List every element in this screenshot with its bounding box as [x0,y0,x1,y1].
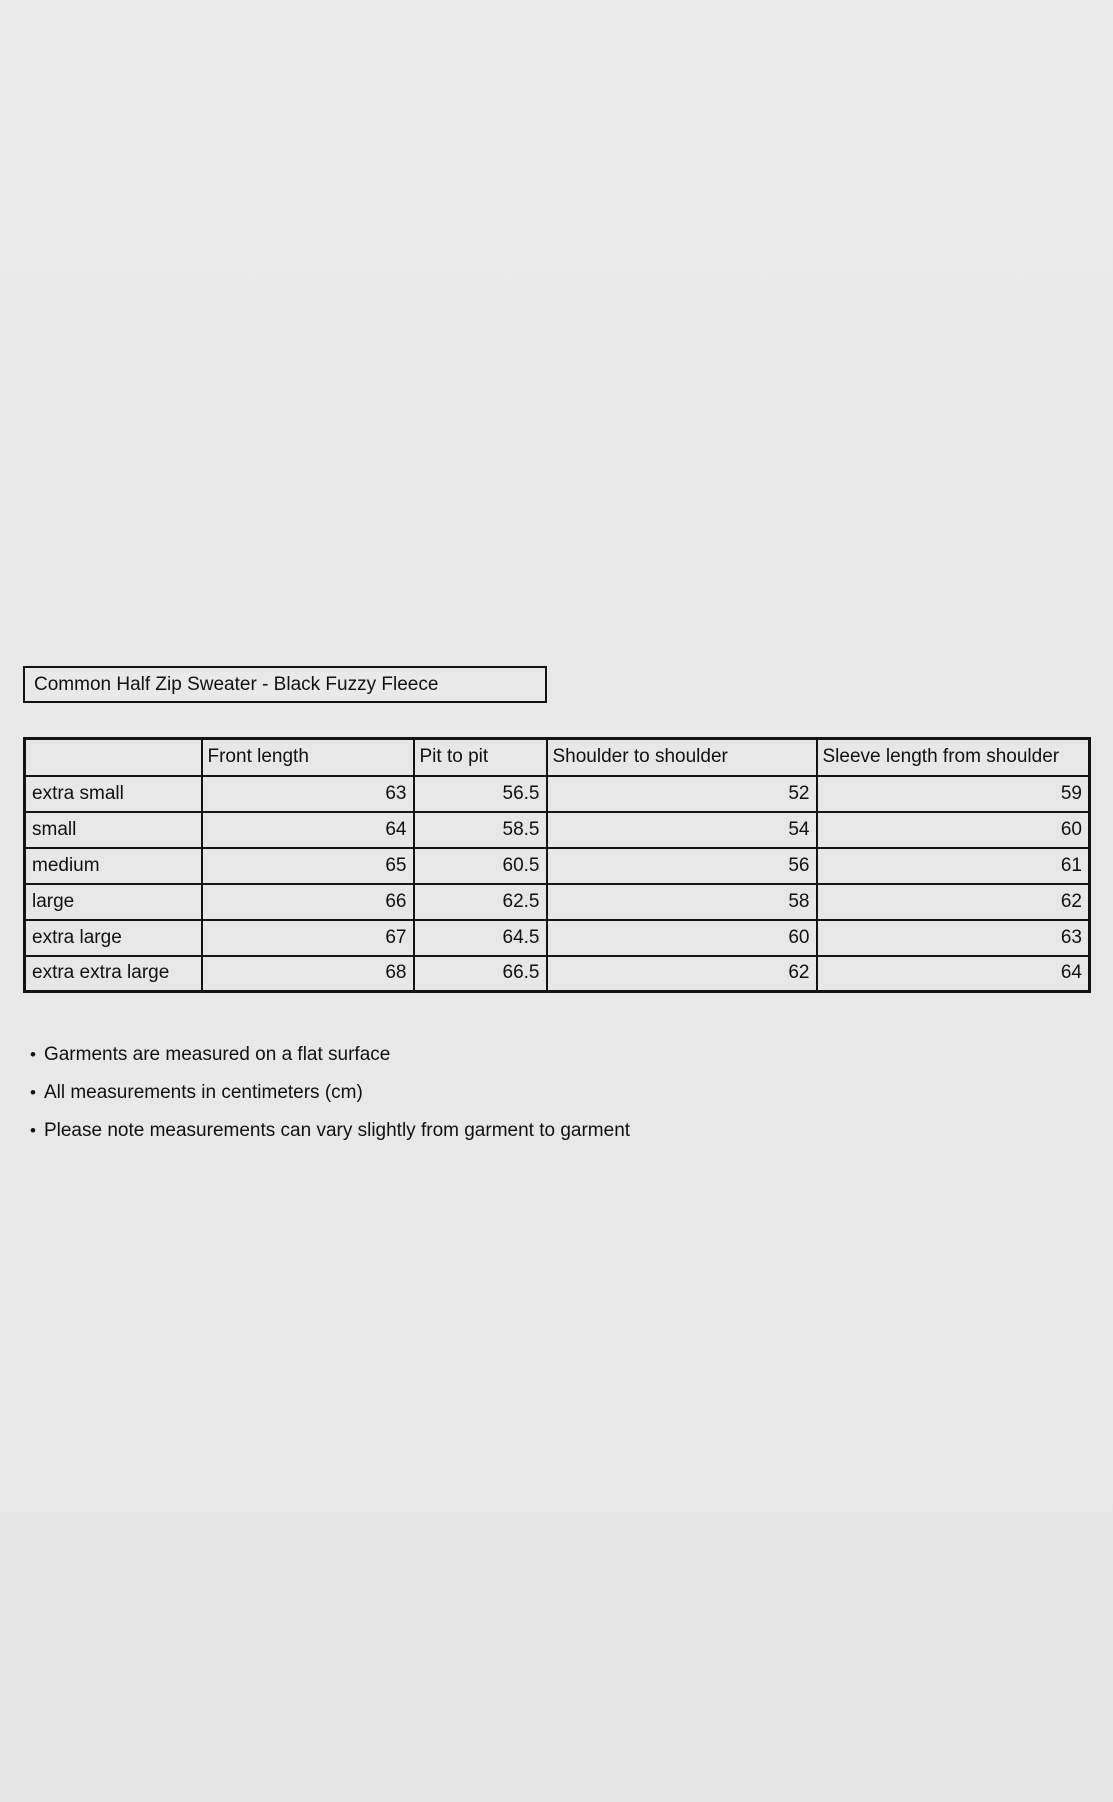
table-row-medium [25,848,1090,884]
size-label: extra small [25,776,202,812]
front-length-value: 63 [202,776,414,812]
pit-to-pit-value: 64.5 [414,920,547,956]
product-title-box [23,666,547,703]
shoulder-to-shoulder-value: 58 [547,884,817,920]
pit-to-pit-value: 62.5 [414,884,547,920]
size-label: large [25,884,202,920]
sleeve-length-value: 61 [817,848,1090,884]
size-label: extra extra large [25,956,202,992]
note-item [30,1036,630,1074]
sleeve-length-value: 59 [817,776,1090,812]
product-title: Common Half Zip Sweater - Black Fuzzy Fleece [34,673,439,695]
pit-to-pit-value: 56.5 [414,776,547,812]
shoulder-to-shoulder-value: 60 [547,920,817,956]
size-label: small [25,812,202,848]
table-row-extra-small [25,776,1090,812]
pit-to-pit-value: 66.5 [414,956,547,992]
note-item [30,1074,630,1112]
shoulder-to-shoulder-value: 54 [547,812,817,848]
front-length-value: 64 [202,812,414,848]
note-text: Garments are measured on a flat surface [43,1044,391,1065]
header-cell-size [25,739,202,776]
bullet-icon: • [30,1045,36,1064]
table-row-small [25,812,1090,848]
front-length-value: 65 [202,848,414,884]
header-row [25,739,1090,776]
bullet-icon: • [30,1121,36,1140]
sleeve-length-value: 63 [817,920,1090,956]
size-label: extra large [25,920,202,956]
shoulder-to-shoulder-value: 56 [547,848,817,884]
pit-to-pit-value: 58.5 [414,812,547,848]
table-row-extra-extra-large [25,956,1090,992]
sleeve-length-value: 64 [817,956,1090,992]
note-text: All measurements in centimeters (cm) [43,1082,363,1103]
sleeve-length-value: 62 [817,884,1090,920]
front-length-value: 68 [202,956,414,992]
measurement-notes [30,1036,630,1150]
note-item [30,1112,630,1150]
sleeve-length-value: 60 [817,812,1090,848]
front-length-value: 67 [202,920,414,956]
table-row-extra-large [25,920,1090,956]
note-text: Please note measurements can vary slightly from garment to garment [43,1120,631,1141]
table-row-large [25,884,1090,920]
pit-to-pit-value: 60.5 [414,848,547,884]
header-cell-shoulder-to-shoulder: Shoulder to shoulder [547,739,817,776]
front-length-value: 66 [202,884,414,920]
size-table [23,737,1091,993]
bullet-icon: • [30,1083,36,1102]
size-label: medium [25,848,202,884]
header-cell-pit-to-pit: Pit to pit [414,739,547,776]
shoulder-to-shoulder-value: 62 [547,956,817,992]
header-cell-front-length: Front length [202,739,414,776]
header-cell-sleeve-length: Sleeve length from shoulder [817,739,1090,776]
shoulder-to-shoulder-value: 52 [547,776,817,812]
